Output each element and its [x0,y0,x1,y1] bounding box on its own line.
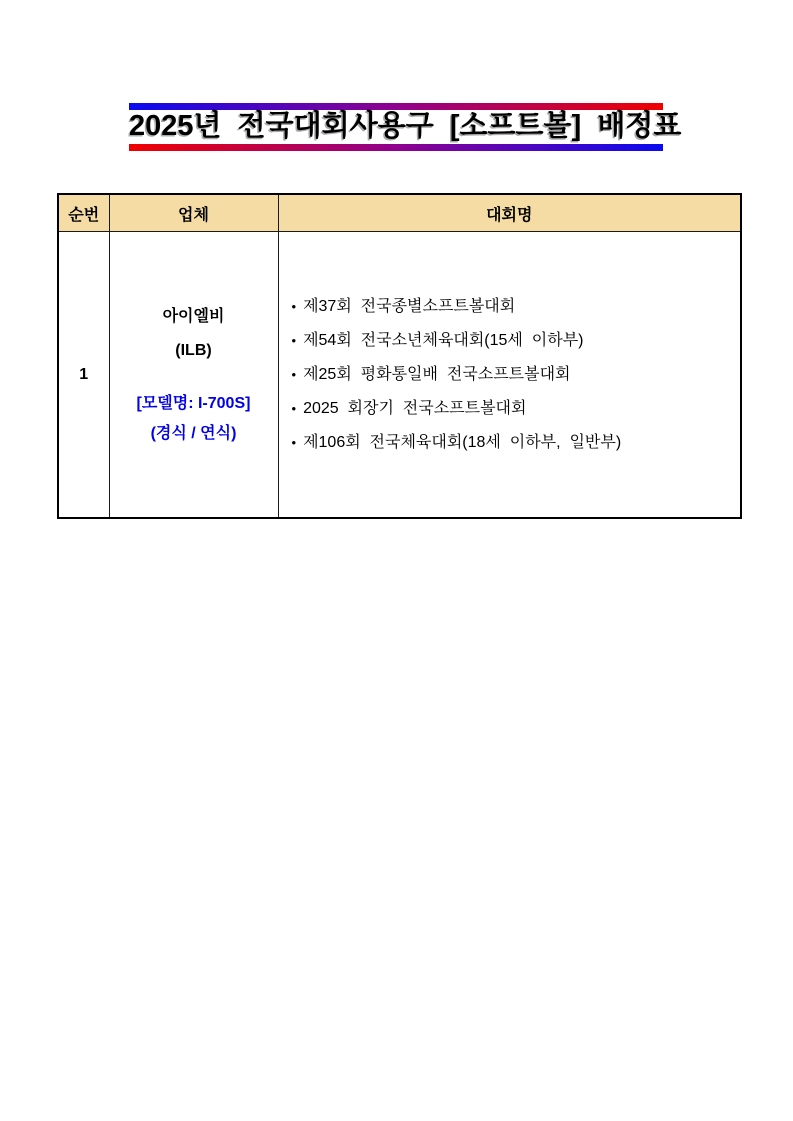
competition-item [292,290,733,324]
bullet-icon: • [291,332,297,348]
competition-item [292,426,733,460]
allocation-table [57,193,742,519]
competition-item [292,324,733,358]
model-info-group [111,389,277,449]
ball-types: (경식 / 연식) [150,425,237,442]
model-name: [모델명: I-700S] [136,395,251,412]
competition-name: 2025 회장기 전국소프트볼대회 [303,399,527,417]
bullet-icon: • [291,366,297,382]
table-header-row [58,194,741,232]
col-header-company: 업체 [109,194,278,232]
competition-cell [278,232,741,519]
competition-name: 제37회 전국종별소프트볼대회 [303,297,516,315]
competition-list [292,290,733,460]
company-cell [109,232,278,519]
title-bottom-rule [129,144,663,151]
company-name: 아이엘비 [162,308,225,325]
competition-item [292,358,733,392]
col-header-competition: 대회명 [278,194,741,232]
competition-name: 제54회 전국소년체육대회(15세 이하부) [303,331,584,349]
row-number-cell: 1 [58,232,109,519]
competition-name: 제25회 평화통일배 전국소프트볼대회 [303,365,571,383]
bullet-icon: • [291,434,297,450]
competition-name: 제106회 전국체육대회(18세 이하부, 일반부) [303,433,622,451]
competition-item [292,392,733,426]
bullet-icon: • [291,298,297,314]
table-row [58,232,741,519]
col-header-number: 순번 [58,194,109,232]
page-title: 2025년 전국대회사용구 [소프트볼] 배정표 [129,110,682,142]
document-title-block [129,103,682,151]
title-top-rule [129,103,663,110]
bullet-icon: • [291,400,297,416]
company-abbreviation: (ILB) [175,342,212,359]
